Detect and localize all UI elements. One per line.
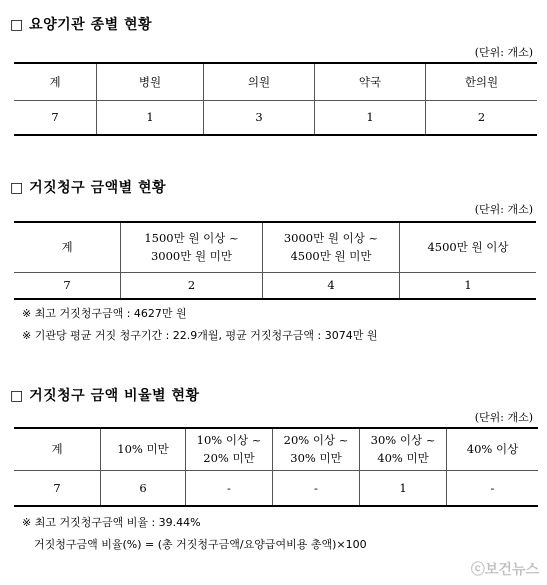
header-line1: 10% 이상 ~ (196, 433, 262, 448)
value-cell: 2 (426, 100, 538, 135)
header-line1: 계 (61, 240, 73, 255)
note-average: ※ 기관당 평균 거짓 청구기간 : 22.9개월, 평균 거짓청구금액 : 3074만 원 (22, 329, 378, 342)
table-header-row (14, 428, 538, 470)
section2-unit: (단위: 개소) (474, 203, 533, 216)
note-max-amount: ※ 최고 거짓청구금액 : 4627만 원 (22, 307, 187, 320)
header-line1: 40% 이상 (466, 442, 519, 457)
header-cell: 계 (14, 63, 97, 100)
header-line1: 계 (51, 442, 63, 457)
table-row (14, 470, 538, 506)
header-cell (14, 428, 101, 470)
header-cell (14, 222, 121, 272)
value-cell: - (273, 470, 360, 506)
header-cell: 병원 (97, 63, 204, 100)
note-max-ratio: ※ 최고 거짓청구금액 비율 : 39.44% (22, 516, 201, 529)
section3-unit: (단위: 개소) (474, 411, 533, 424)
value-cell: 7 (14, 100, 97, 135)
header-line1: 20% 이상 ~ (283, 433, 349, 448)
section1-unit: (단위: 개소) (474, 46, 533, 59)
value-cell: 3 (204, 100, 315, 135)
header-cell (121, 222, 263, 272)
header-line1: 30% 이상 ~ (370, 433, 436, 448)
note-ratio-formula: 거짓청구금액 비율(%) = (총 거짓청구금액/요양급여비용 총액)×100 (34, 538, 367, 551)
header-line2: 30% 미만 (290, 451, 342, 466)
header-cell (263, 222, 400, 272)
header-cell: 의원 (204, 63, 315, 100)
header-cell (400, 222, 537, 272)
header-line2: 40% 미만 (377, 451, 429, 466)
header-line2: 3000만 원 미만 (150, 249, 232, 264)
section2-title: □ 거짓청구 금액별 현황 (10, 180, 167, 196)
value-cell: 4 (263, 272, 400, 299)
table-header-row (14, 222, 536, 272)
value-cell: 1 (315, 100, 426, 135)
value-cell: 7 (14, 470, 101, 506)
value-cell: 7 (14, 272, 121, 299)
table-header-row (14, 63, 537, 100)
header-line2: 20% 미만 (203, 451, 255, 466)
watermark-logo: ⓒ보건뉴스 (470, 562, 539, 578)
header-line1: 1500만 원 이상 ~ (144, 231, 239, 246)
value-cell: - (186, 470, 273, 506)
value-cell: 1 (400, 272, 537, 299)
header-line1: 10% 미만 (117, 442, 169, 457)
header-cell (360, 428, 447, 470)
table-ratio-ranges (14, 427, 538, 507)
value-cell: 6 (101, 470, 186, 506)
header-cell: 한의원 (426, 63, 538, 100)
table-row (14, 100, 537, 135)
table-institution-types (14, 62, 537, 136)
section3-title: □ 거짓청구 금액 비율별 현황 (10, 388, 200, 404)
header-cell (186, 428, 273, 470)
table-row (14, 272, 536, 299)
header-cell (101, 428, 186, 470)
header-line1: 3000만 원 이상 ~ (283, 231, 379, 246)
header-line2: 4500만 원 미만 (290, 249, 372, 264)
value-cell: 2 (121, 272, 263, 299)
header-cell: 약국 (315, 63, 426, 100)
header-line1: 4500만 원 이상 (427, 240, 509, 255)
value-cell: - (447, 470, 539, 506)
value-cell: 1 (97, 100, 204, 135)
table-amount-ranges (14, 221, 536, 300)
value-cell: 1 (360, 470, 447, 506)
header-cell (447, 428, 539, 470)
header-cell (273, 428, 360, 470)
section1-title: □ 요양기관 종별 현황 (10, 17, 153, 33)
